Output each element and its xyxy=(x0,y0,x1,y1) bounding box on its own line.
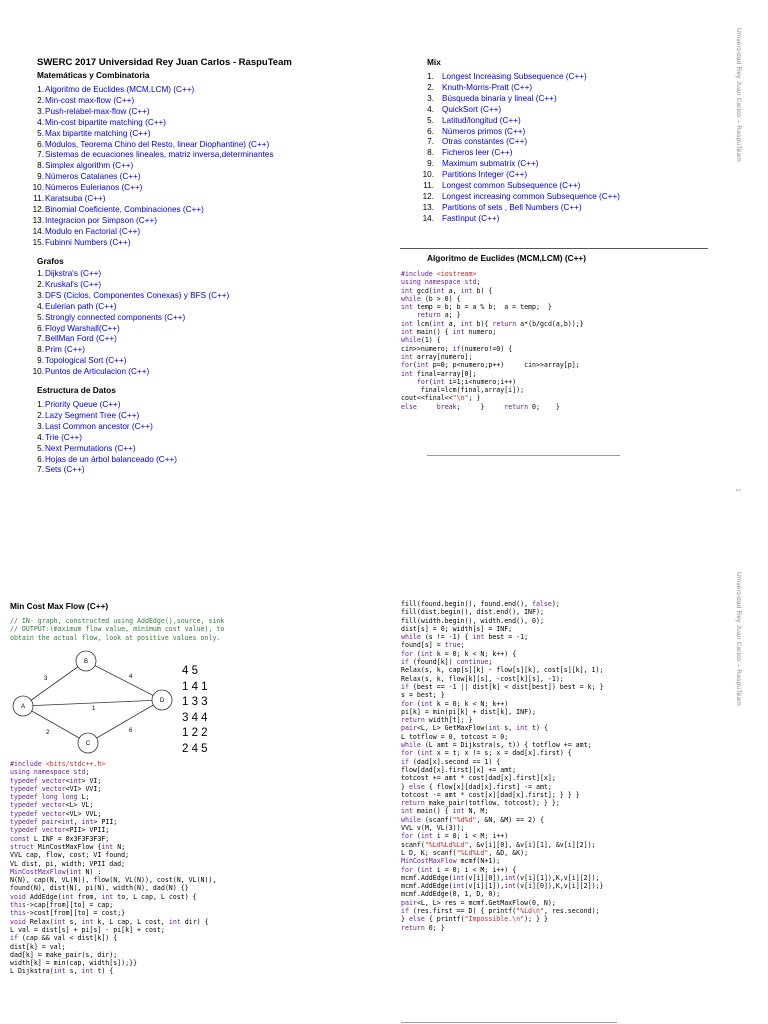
index-entry-number: 9. xyxy=(37,172,44,182)
index-entry-number: 13. xyxy=(422,202,434,212)
index-entry[interactable] xyxy=(420,72,620,83)
index-entry[interactable] xyxy=(31,194,273,205)
index-entry-link[interactable]: Binomial Coeficiente, Combinaciones (C++) xyxy=(45,204,204,214)
graph-node xyxy=(78,733,98,753)
index-entry[interactable] xyxy=(31,85,273,96)
index-entry-link[interactable]: Knuth-Morris-Pratt (C++) xyxy=(442,82,533,92)
document-title: SWERC 2017 Universidad Rey Juan Carlos - RaspuTeam xyxy=(37,57,292,68)
index-entry-number: 3. xyxy=(427,93,434,103)
index-entry[interactable] xyxy=(31,161,273,172)
index-entry-link[interactable]: Números primos (C++) xyxy=(442,126,526,136)
index-entry-number: 5. xyxy=(427,115,434,125)
index-entry[interactable] xyxy=(31,444,177,455)
section-title-grafos: Grafos xyxy=(37,256,64,266)
index-list-estructuras xyxy=(31,400,177,476)
graph-node xyxy=(152,690,172,710)
index-entry[interactable] xyxy=(31,302,229,313)
index-entry-link[interactable]: Next Permutations (C++) xyxy=(45,443,136,453)
index-entry-number: 7. xyxy=(427,137,434,147)
index-entry[interactable] xyxy=(420,137,620,148)
index-entry-number: 2. xyxy=(37,95,44,105)
index-entry-link[interactable]: Partitions of sets , Bell Numbers (C++) xyxy=(442,202,582,212)
index-entry-link[interactable]: Integracion por Simpson (C++) xyxy=(45,215,157,225)
index-entry-number: 3. xyxy=(37,290,44,300)
index-entry-number: 8. xyxy=(427,148,434,158)
index-entry-number: 4. xyxy=(37,117,44,127)
index-entry-number: 4. xyxy=(37,301,44,311)
index-entry-number: 4. xyxy=(427,104,434,114)
index-entry-link[interactable]: Longest common Subsequence (C++) xyxy=(442,181,581,191)
index-entry[interactable] xyxy=(420,127,620,138)
index-entry[interactable] xyxy=(31,150,273,161)
svg-text:C: C xyxy=(85,741,91,747)
side-header-text: Universidad Rey Juan Carlos – RaspuTeam xyxy=(735,28,742,162)
index-entry-link[interactable]: Karatsuba (C++) xyxy=(45,194,106,204)
index-entry-link[interactable]: Partitions Integer (C++) xyxy=(442,170,528,180)
index-entry[interactable] xyxy=(31,455,177,466)
index-entry-number: 11. xyxy=(33,194,44,204)
edge-label: 6 xyxy=(129,728,133,734)
index-entry-link[interactable]: Módulos, Teorema Chino del Resto, linear Diophantine) (C++) xyxy=(45,139,270,149)
index-entry-number: 2. xyxy=(427,82,434,92)
index-entry-number: 1. xyxy=(37,269,44,278)
index-entry[interactable] xyxy=(31,183,273,194)
index-entry[interactable] xyxy=(420,83,620,94)
index-entry-number: 13. xyxy=(32,215,44,225)
index-entry[interactable] xyxy=(420,94,620,105)
edge-label: 1 xyxy=(92,706,96,712)
index-entry[interactable] xyxy=(420,192,620,203)
index-entry[interactable] xyxy=(31,324,229,335)
euclides-title: Algoritmo de Euclides (MCM,LCM) (C++) xyxy=(427,253,587,263)
index-entry-number: 7. xyxy=(37,150,44,160)
edge-label: 4 xyxy=(129,674,133,680)
index-entry-number: 3. xyxy=(37,421,44,431)
index-entry[interactable] xyxy=(31,238,273,249)
index-entry-number: 14. xyxy=(422,213,434,223)
index-entry-link[interactable]: Puntos de Articulacion (C++) xyxy=(45,367,150,377)
mincost-code-right: fill(found.begin(), found.end(), false); fill(dist.begin(), dist.end(), INF); fill(width.begin(), width.end(), 0); dist[s] = 0; width[s] = INF; while (s != -1) { int best = -1; found[s] = true; for (int k = 0; k < N; k++) { if (found[k]) continue; Relax(s, k, cap[s][k] - flow[s][k], cost[s][k], 1); Relax(s, k, flow[k][s], -cost[k][s], -1); if (best == -1 || dist[k] < dist[best]) best = k; } s = best; } for (int k = 0; k < N; k++) pi[k] = min(pi[k] + dist[k], INF); return width[t]; } pair<L, L> GetMaxFlow(int s, int t) { L totflow = 0, totcost = 0; while (L amt = Dijkstra(s, t)) { totflow += amt; for (int x = t; x != s; x = dad[x].first) { if (dad[x].second == 1) { flow[dad[x].first][x] += amt; totcost += amt * cost[dad[x].first][x]; } else { flow[x][dad[x].first] -= amt; totcost -= amt * cost[x][dad[x].first]; } } } return make_pair(totflow, totcost); } }; int main() { int N, M; while (scanf("%d%d", &N, &M) == 2) { VVL v(M, VL(3)); for (int i = 0; i < M; i++) scanf("%Ld%Ld%Ld", &v[i][0], &v[i][1], &v[i][2]); L D, K; scanf("%Ld%Ld", &D, &K); MinCostMaxFlow mcmf(N+1); for (int i = 0; i < M; i++) { mcmf.AddEdge(int(v[i][0]),int(v[i][1]),K,v[i][2]); mcmf.AddEdge(int(v[i][1]),int(v[i][0]),K,v[i][2]);} mcmf.AddEdge(0, 1, D, 0); pair<L, L> res = mcmf.GetMaxFlow(0, N); if (res.first == D) { printf("%Ld\n", res.second); } else { printf("Impossible.\n"); } } return 0; } xyxy=(401,600,604,932)
index-entry-link[interactable]: Búsqueda binaria y lineal (C++) xyxy=(442,93,557,103)
index-entry-link[interactable]: Max bipartite matching (C++) xyxy=(45,128,151,138)
index-entry-link[interactable]: DFS (Ciclos, Componentes Conexas) y BFS (C++) xyxy=(45,290,230,300)
index-entry-number: 10. xyxy=(422,170,434,180)
index-entry-number: 7. xyxy=(37,465,44,475)
index-entry[interactable] xyxy=(420,203,620,214)
index-entry-link[interactable]: Longest Increasing Subsequence (C++) xyxy=(442,72,587,81)
section-title-matematicas: Matemáticas y Combinatoria xyxy=(37,70,150,80)
index-entry-number: 8. xyxy=(37,345,44,355)
index-entry[interactable] xyxy=(31,345,229,356)
index-entry-link[interactable]: Min-cost max-flow (C++) xyxy=(45,95,135,105)
index-entry-link[interactable]: QuickSort (C++) xyxy=(442,104,502,114)
index-entry-link[interactable]: Push-relabel-max-flow (C++) xyxy=(45,106,150,116)
index-entry-link[interactable]: Longest increasing common Subsequence (C++) xyxy=(442,191,620,201)
index-entry-number: 6. xyxy=(37,139,44,149)
index-entry-link[interactable]: Last Common ancestor (C++) xyxy=(45,421,153,431)
index-entry-link[interactable]: Priority Queue (C++) xyxy=(45,400,121,409)
index-entry-number: 10. xyxy=(32,367,44,377)
divider xyxy=(427,455,620,456)
index-entry-number: 9. xyxy=(427,159,434,169)
index-entry-link[interactable]: Maximum submatrix (C++) xyxy=(442,159,539,169)
index-entry[interactable] xyxy=(31,400,177,411)
index-entry[interactable] xyxy=(31,205,273,216)
index-entry[interactable] xyxy=(31,411,177,422)
graph-edge xyxy=(23,659,89,706)
index-entry-link[interactable]: Fubinni Numbers (C++) xyxy=(45,237,131,247)
index-entry[interactable] xyxy=(420,214,620,225)
side-header-text: Universidad Rey Juan Carlos – RaspuTeam xyxy=(735,572,742,706)
index-entry-link[interactable]: Latitud/longitud (C++) xyxy=(442,115,521,125)
index-entry-number: 4. xyxy=(37,432,44,442)
edge-label: 2 xyxy=(46,730,50,736)
graph-edge xyxy=(88,700,162,743)
index-entry-number: 1. xyxy=(427,72,434,81)
index-entry-number: 10. xyxy=(32,183,44,193)
section-title-estructuras: Estructura de Datos xyxy=(37,385,116,395)
flow-graph-diagram xyxy=(8,648,173,758)
index-entry-number: 11. xyxy=(423,181,434,191)
index-entry-link[interactable]: Otras constantes (C++) xyxy=(442,137,528,147)
index-entry-link[interactable]: Trie (C++) xyxy=(45,432,82,442)
graph-edge xyxy=(83,659,162,700)
graph-edge-list: 4 5 1 4 1 1 3 3 3 4 4 1 2 2 2 4 5 xyxy=(182,665,208,755)
index-entry-link[interactable]: Topological Sort (C++) xyxy=(45,356,127,366)
index-entry[interactable] xyxy=(31,118,273,129)
index-entry[interactable] xyxy=(31,422,177,433)
index-entry-number: 1. xyxy=(37,400,44,409)
index-entry-link[interactable]: Prim (C++) xyxy=(45,345,86,355)
index-entry[interactable] xyxy=(31,269,229,280)
index-entry-number: 6. xyxy=(427,126,434,136)
index-entry-link[interactable]: Números Eulerianos (C++) xyxy=(45,183,143,193)
index-entry[interactable] xyxy=(31,280,229,291)
index-list-matematicas xyxy=(31,85,273,249)
index-entry[interactable] xyxy=(31,129,273,140)
index-list-mix xyxy=(420,72,620,225)
index-entry-link[interactable]: Kruskal's (C++) xyxy=(45,279,102,289)
index-entry-number: 2. xyxy=(37,410,44,420)
index-entry-link[interactable]: Min-cost bipartite matching (C++) xyxy=(45,117,167,127)
mincost-title: Min Cost Max Flow (C++) xyxy=(10,601,109,611)
index-entry-link[interactable]: Modulo en Factorial (C++) xyxy=(45,226,141,236)
index-entry-number: 8. xyxy=(37,161,44,171)
index-entry[interactable] xyxy=(31,465,177,476)
index-entry-link[interactable]: Sistemas de ecuaciones lineales, matriz inversa,determinantes xyxy=(45,150,274,160)
svg-text:D: D xyxy=(159,698,165,704)
page-number: 1 xyxy=(734,488,741,492)
index-entry-link[interactable]: BellMan Ford (C++) xyxy=(45,334,117,344)
index-entry[interactable] xyxy=(31,313,229,324)
edge-label: 3 xyxy=(44,676,48,682)
index-entry[interactable] xyxy=(31,367,229,378)
graph-edge xyxy=(20,704,88,743)
svg-text:A: A xyxy=(20,704,26,710)
svg-text:B: B xyxy=(83,659,89,665)
index-entry-number: 12. xyxy=(422,191,434,201)
index-entry-link[interactable]: Lazy Segment Tree (C++) xyxy=(45,410,140,420)
index-entry-number: 6. xyxy=(37,323,44,333)
index-entry[interactable] xyxy=(420,170,620,181)
index-list-grafos xyxy=(31,269,229,378)
index-entry-link[interactable]: Sets (C++) xyxy=(45,465,85,475)
index-entry-number: 15. xyxy=(32,237,44,247)
index-entry-number: 5. xyxy=(37,128,44,138)
index-entry[interactable] xyxy=(420,159,620,170)
index-entry[interactable] xyxy=(31,172,273,183)
index-entry[interactable] xyxy=(420,105,620,116)
index-entry-number: 12. xyxy=(32,204,44,214)
divider xyxy=(400,248,708,249)
index-entry[interactable] xyxy=(31,96,273,107)
index-entry-number: 7. xyxy=(37,334,44,344)
index-entry[interactable] xyxy=(31,291,229,302)
graph-node xyxy=(13,696,33,716)
index-entry-link[interactable]: Números Catalanes (C++) xyxy=(45,172,141,182)
index-entry-number: 1. xyxy=(37,85,44,94)
index-entry-link[interactable]: Floyd Warshall(C++) xyxy=(45,323,120,333)
index-entry[interactable] xyxy=(420,116,620,127)
index-entry[interactable] xyxy=(31,356,229,367)
index-entry-link[interactable]: Ficheros leer (C++) xyxy=(442,148,513,158)
index-entry[interactable] xyxy=(31,334,229,345)
index-entry-number: 9. xyxy=(37,356,44,366)
index-entry-link[interactable]: Strongly connected components (C++) xyxy=(45,312,186,322)
index-entry[interactable] xyxy=(31,216,273,227)
mincost-comment: // IN- graph, constructed using AddEdge(),source, sink // OUTPUT:(maximum flow value, minimum cost value), to obtain the actual flow, look at positive values only. xyxy=(10,617,225,642)
index-entry-number: 5. xyxy=(37,312,44,322)
index-entry-link[interactable]: FastInput (C++) xyxy=(442,213,500,223)
mincost-code-left: #include <bits/stdc++.h> using namespace std; typedef vector<int> VI; typedef vector<VI> VVI; typedef long long L; typedef vector<L> VL; typedef vector<VL> VVL; typedef pair<int, int> PII; typedef vector<PII> VPII; const L INF = 0x3F3F3F3F; struct MinCostMaxFlow {int N; VVL cap, flow, cost; VI found; VL dist, pi, width; VPII dad; MinCostMaxFlow(int N) : N(N), cap(N, VL(N)), flow(N, VL(N)), cost(N, VL(N)), found(N), dist(N), pi(N), width(N), dad(N) {} void AddEdge(int from, int to, L cap, L cost) { this->cap[from][to] = cap; this->cost[from][to] = cost;} void Relax(int s, int k, L cap, L cost, int dir) { L val = dist[s] + pi[s] - pi[k] + cost; if (cap && val < dist[k]) { dist[k] = val; dad[k] = make_pair(s, dir); width[k] = min(cap, width[s]);}} L Dijkstra(int s, int t) { xyxy=(10,760,217,976)
index-entry[interactable] xyxy=(31,140,273,151)
index-entry[interactable] xyxy=(31,107,273,118)
index-entry-link[interactable]: Eulerian path (C++) xyxy=(45,301,117,311)
index-entry[interactable] xyxy=(420,148,620,159)
index-entry-link[interactable]: Dijkstra's (C++) xyxy=(45,269,102,278)
graph-node xyxy=(76,651,96,671)
index-entry-number: 5. xyxy=(37,443,44,453)
index-entry-link[interactable]: Algoritmo de Euclides (MCM,LCM) (C++) xyxy=(45,85,195,94)
euclides-code: #include <iostream> using namespace std; int gcd(int a, int b) { while (b > 0) { int temp = b; b = a % b; a = temp; } return a; } int lcm(int a, int b){ return a*(b/gcd(a,b));} int main() { int numero; while(1) { cin>>numero; if(numero!=0) { int array[numero]; for(int p=0; p<numero;p++) cin>>array[p]; int final=array[0]; for(int i=1;i<numero;i++) final=lcm(final,array[i]); cout<<final<<"\n"; } else break; } return 0; } xyxy=(401,270,584,411)
index-entry-number: 6. xyxy=(37,454,44,464)
index-entry-number: 2. xyxy=(37,279,44,289)
index-entry[interactable] xyxy=(31,227,273,238)
index-entry-link[interactable]: Simplex algorithm (C++) xyxy=(45,161,134,171)
index-entry[interactable] xyxy=(31,433,177,444)
index-entry-number: 14. xyxy=(32,226,44,236)
index-entry-link[interactable]: Hojas de un árbol balanceado (C++) xyxy=(45,454,177,464)
index-entry-number: 3. xyxy=(37,106,44,116)
index-entry[interactable] xyxy=(420,181,620,192)
divider xyxy=(401,1022,617,1023)
section-title-mix: Mix xyxy=(427,57,441,67)
